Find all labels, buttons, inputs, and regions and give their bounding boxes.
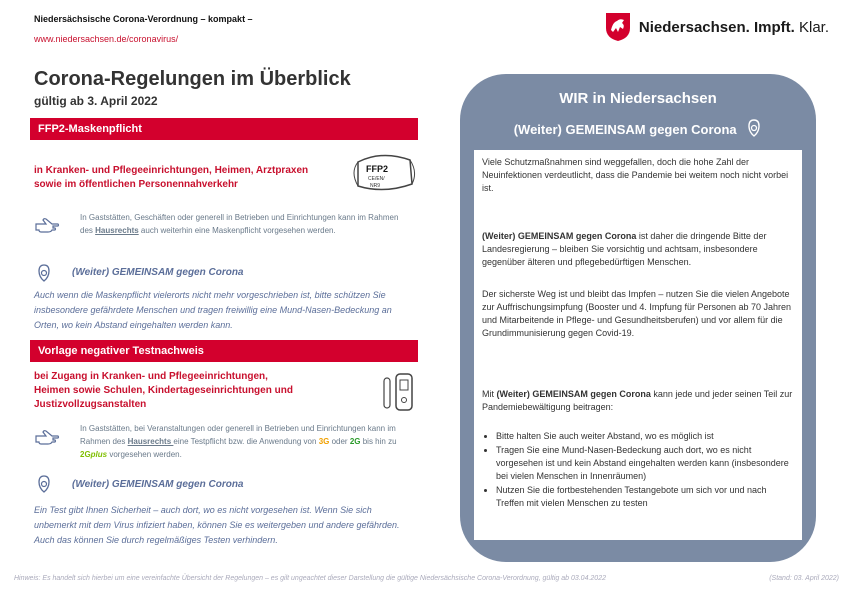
panel-paragraph-1: Viele Schutzmaßnahmen sind weggefallen, doch die hohe Zahl der Neuinfektionen verdeutlicht, dass die Pandemie bei weitem noch nicht vorbei ist. (482, 157, 789, 193)
bullet-item: • Bitte halten Sie auch weiter Abstand, wo es möglich ist (496, 430, 796, 443)
hausrecht-link[interactable]: Hausrechts (127, 437, 174, 446)
panel-subheading (460, 118, 816, 138)
footer-status: (Stand: 03. April 2022) (769, 575, 839, 582)
mask-label-nr: NR9 (370, 183, 381, 189)
together-heading-1: (Weiter) GEMEINSAM gegen Corona (72, 267, 244, 278)
pointing-hand-icon (34, 428, 60, 446)
note-text: bis hin zu (360, 437, 397, 446)
panel-paragraph-4 (482, 388, 796, 414)
hausrecht-link[interactable]: Hausrechts (95, 226, 139, 235)
together-text-1: Auch wenn die Maskenpflicht vielerorts nicht mehr vorgeschrieben ist, bitte schützen Sie insbesondere gefährdete Menschen und tragen freiwillig eine Mund-Nasen-Bedeckung an Orten, wo kein Abstand eingehalten werden kann. (34, 290, 392, 330)
panel-paragraph-2 (482, 230, 796, 269)
ok-hand-icon (36, 474, 52, 494)
bullet-item: • Nutzen Sie die fortbestehenden Testangebote um sich vor und nach Treffen mit vielen Menschen zu testen (496, 484, 796, 510)
pointing-hand-icon (34, 216, 60, 234)
ok-hand-icon (36, 263, 52, 283)
brand-text (639, 19, 829, 36)
panel-text: Mit (482, 389, 497, 399)
panel-bullet-list (482, 430, 796, 511)
panel-text: ist daher die dringende Bitte der Landesregierung – bleiben Sie vorsichtig und achtsam, insbesondere gegenüber älteren und pflegebedürftigen Menschen. (482, 231, 767, 267)
document-subtitle: Niedersächsische Corona-Verordnung – kompakt – (34, 14, 253, 24)
mask-label-ce: CE/EN/ (368, 176, 385, 182)
page-subtitle: gültig ab 3. April 2022 (34, 94, 158, 108)
brand-bold: Niedersachsen. Impft. (638, 18, 795, 36)
test-kit-icon (382, 372, 418, 412)
note-text: In Gaststätten, bei Veranstaltungen oder generell in Betrieben und Einrichtungen kann im Rahmen des (80, 424, 396, 446)
footer-disclaimer: Hinweis: Es handelt sich hierbei um eine vereinfachte Übersicht der Regelungen – es gilt ungeachtet dieser Darstellung die gültige Niedersächsische Corona-Verordnung, gültig ab 03.04.2022 (14, 575, 606, 582)
section-bar-mask: FFP2-Maskenpflicht (30, 118, 418, 140)
note-text: auch weiterhin eine Maskenpflicht vorgesehen werden. (138, 226, 336, 235)
brand-light: Klar. (794, 18, 829, 36)
panel-subheading-text: (Weiter) GEMEINSAM gegen Corona (513, 122, 737, 137)
ffp2-mask-icon (352, 148, 418, 194)
section-bar-test: Vorlage negativer Testnachweis (30, 340, 418, 362)
ok-hand-icon (746, 118, 762, 138)
badge-2gplus (80, 450, 107, 459)
badge-3g: 3G (318, 437, 330, 446)
coat-of-arms-icon (605, 12, 631, 42)
page-title: Corona-Regelungen im Überblick (34, 68, 351, 90)
badge-2g: 2G (349, 437, 361, 446)
panel-text: kann jede und jeder seinen Teil zur Pandemiebewältigung beitragen: (482, 389, 793, 412)
panel-paragraph-3: Der sicherste Weg ist und bleibt das Impfen – nutzen Sie die vielen Angebote zur Auffrischungsimpfung (Booster und 4. Impfung für Personen ab 70 Jahren und Mitarbeitende in Pflege- und Gesundheitsberufen) und vor allem für die Grundimmunisierung gegen Covid-19. (482, 289, 792, 338)
note-text: oder (329, 437, 350, 446)
note-text: eine Testpflicht bzw. die Anwendung von (173, 437, 319, 446)
mask-requirement-text: in Kranken- und Pflegeeinrichtungen, Heimen, Arztpraxen sowie im öffentlichen Personennahverkehr (34, 165, 309, 190)
source-link[interactable]: www.niedersachsen.de/coronavirus/ (34, 34, 179, 44)
mask-label-ffp2: FFP2 (366, 164, 389, 174)
together-heading-2: (Weiter) GEMEINSAM gegen Corona (72, 479, 244, 490)
test-requirement-text: bei Zugang in Kranken- und Pflegeeinrichtungen, Heimen sowie Schulen, Kindertageseinrichtungen und Justizvollzugsanstalten (34, 371, 293, 410)
together-text-2: Ein Test gibt Ihnen Sicherheit – auch dort, wo es nicht vorgesehen ist. Wenn Sie sich unbemerkt mit dem Virus infiziert haben, können Sie es weitergeben und andere gefährden. Auch das können Sie durch regelmäßiges Testen verhindern. (34, 505, 400, 545)
brand-logo (605, 12, 829, 42)
panel-emphasis: (Weiter) GEMEINSAM gegen Corona (496, 389, 651, 399)
panel-emphasis: (Weiter) GEMEINSAM gegen Corona (482, 231, 637, 241)
bullet-item: • Tragen Sie eine Mund-Nasen-Bedeckung auch dort, wo es nicht vorgesehen ist und kein Abstand eingehalten werden kann (insbesondere bei vielen Menschen in Innenräumen) (496, 444, 796, 483)
mask-houserules-note (80, 211, 402, 237)
badge-2gplus-suffix: plus (90, 450, 108, 459)
note-text: In Gaststätten, Geschäften oder generell in Betrieben und Einrichtungen kann im Rahmen des (80, 213, 399, 235)
panel-heading: WIR in Niedersachsen (559, 90, 717, 107)
badge-2gplus-base: 2G (80, 450, 91, 459)
test-houserules-note (80, 422, 404, 461)
note-text: vorgesehen werden. (107, 450, 182, 459)
